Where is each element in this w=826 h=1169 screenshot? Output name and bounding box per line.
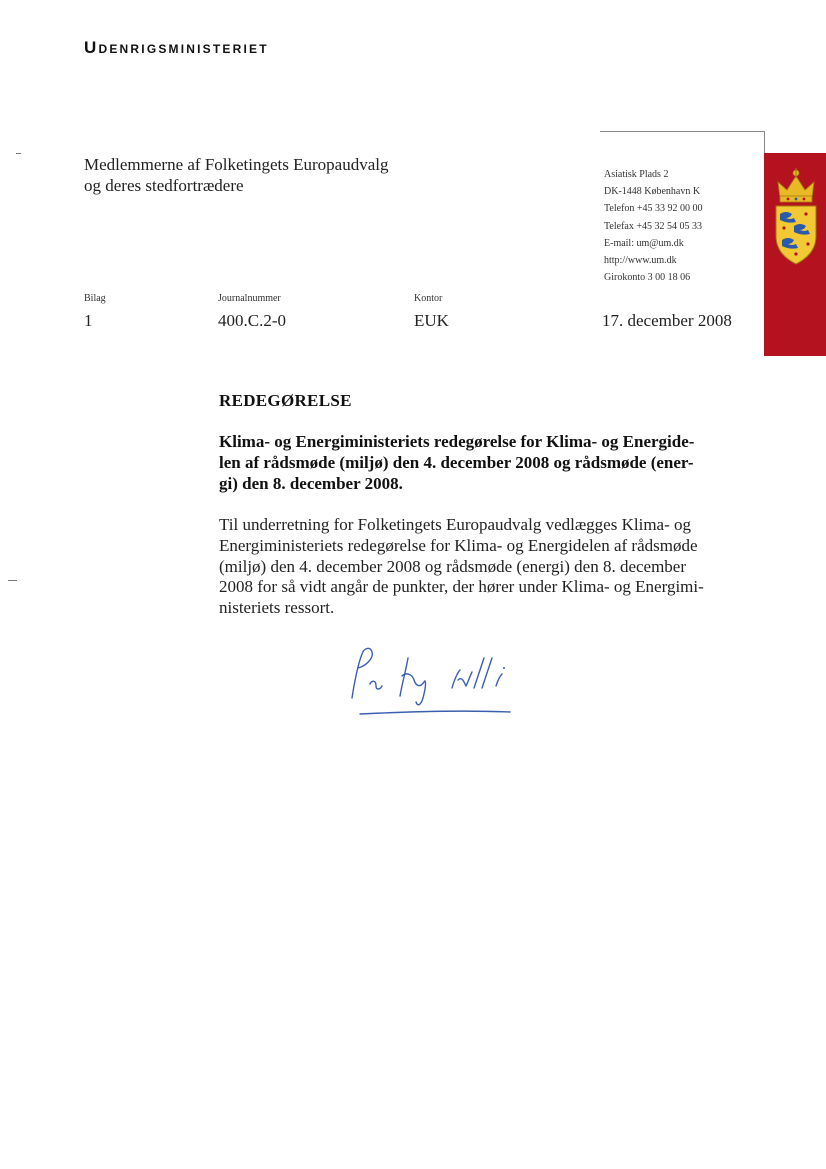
recipient-line: og deres stedfortrædere bbox=[84, 176, 244, 195]
address-divider-vertical bbox=[764, 131, 765, 153]
subject-line: len af rådsmøde (miljø) den 4. december 2008 og rådsmøde (ener- bbox=[219, 452, 694, 472]
letter-heading: REDEGØRELSE bbox=[219, 391, 352, 410]
address-phone: Telefon +45 33 92 00 00 bbox=[604, 203, 703, 215]
subject-line: gi) den 8. december 2008. bbox=[219, 473, 403, 493]
body-line: 2008 for så vidt angår de punkter, der hører under Klima- og Energimi- bbox=[219, 577, 704, 597]
subject-line: Klima- og Energiministeriets redegørelse for Klima- og Energide- bbox=[219, 432, 695, 451]
bilag-label: Bilag bbox=[84, 293, 106, 304]
danish-coat-of-arms-icon bbox=[770, 168, 822, 272]
handwritten-signature bbox=[340, 636, 580, 726]
body-line: nisteriets ressort. bbox=[219, 598, 335, 618]
recipient-block bbox=[84, 154, 389, 196]
sender-address bbox=[604, 166, 703, 286]
address-fax: Telefax +45 32 54 05 33 bbox=[604, 220, 702, 232]
bilag-value: 1 bbox=[84, 311, 93, 330]
body-line: Til underretning for Folketingets Europaudvalg vedlægges Klima- og bbox=[219, 515, 691, 534]
body-line: Energiministeriets redegørelse for Klima- og Energidelen af rådsmøde bbox=[219, 535, 698, 555]
address-email[interactable]: E-mail: um@um.dk bbox=[604, 237, 684, 249]
margin-tick bbox=[16, 153, 21, 154]
ministry-letterhead: Udenrigsministeriet bbox=[84, 38, 269, 57]
address-website[interactable]: http://www.um.dk bbox=[604, 255, 677, 267]
address-city: DK-1448 København K bbox=[604, 186, 701, 198]
address-giro: Girokonto 3 00 18 06 bbox=[604, 272, 691, 284]
letter-date: 17. december 2008 bbox=[602, 311, 732, 330]
body-line: (miljø) den 4. december 2008 og rådsmøde (energi) den 8. december bbox=[219, 556, 687, 576]
kontor-label: Kontor bbox=[414, 293, 443, 304]
journal-value: 400.C.2-0 bbox=[218, 311, 286, 330]
address-street: Asiatisk Plads 2 bbox=[604, 169, 669, 180]
letter-subject bbox=[219, 432, 731, 494]
address-divider bbox=[600, 131, 764, 132]
margin-tick bbox=[8, 580, 17, 581]
recipient-line: Medlemmerne af Folketingets Europaudvalg bbox=[84, 155, 389, 174]
journal-label: Journalnummer bbox=[218, 293, 281, 304]
letter-body bbox=[219, 515, 731, 619]
kontor-value: EUK bbox=[414, 311, 449, 330]
